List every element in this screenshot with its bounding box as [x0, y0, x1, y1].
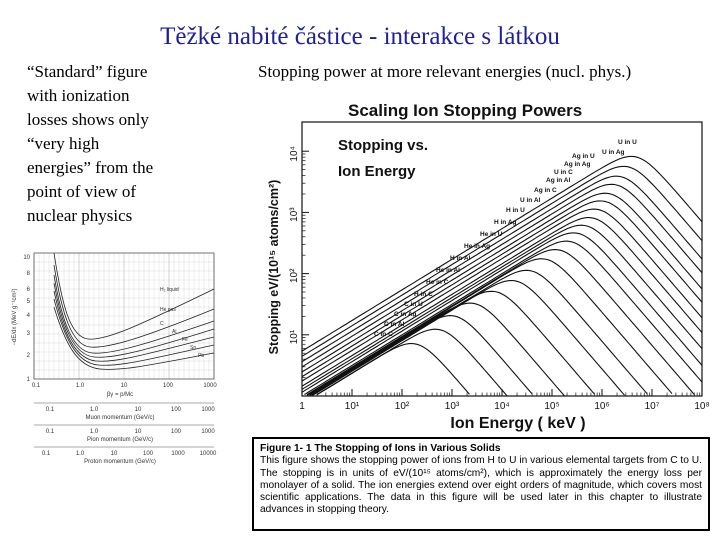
- small-x-tick: 1.0: [75, 383, 85, 389]
- stopping-curve: [302, 201, 702, 377]
- proton-tick: 1000: [171, 451, 185, 457]
- curve-label: Sn: [190, 345, 197, 351]
- stopping-curve: [310, 303, 565, 396]
- series-label: Ag in U: [572, 153, 595, 160]
- muon-tick: 100: [170, 407, 182, 413]
- series-label: U in U: [618, 139, 637, 146]
- small-y-tick: 1: [26, 377, 30, 383]
- chart-xlabel: Ion Energy ( keV ): [450, 415, 586, 432]
- chart-ticks: [289, 146, 710, 412]
- curve-label: Al: [172, 329, 177, 335]
- left-text-line: point of view of: [27, 182, 137, 201]
- proton-tick: 100: [142, 451, 154, 457]
- x-tick-label: 10⁵: [544, 401, 560, 412]
- stopping-power-chart: [258, 92, 710, 437]
- series-label: C in U: [404, 301, 423, 308]
- left-description: [27, 60, 187, 228]
- pion-tick: 1000: [201, 429, 215, 435]
- series-label: U in Ag: [602, 149, 625, 156]
- chart-subtitle-line: Ion Energy: [338, 163, 416, 180]
- curve-label: H₂ liquid: [160, 287, 179, 293]
- series-label: He in U: [480, 231, 503, 238]
- small-x-tick: 0.1: [31, 383, 41, 389]
- muon-tick: 10: [134, 407, 142, 413]
- right-caption: Stopping power at more relevant energies (nucl. phys.): [258, 62, 632, 81]
- x-tick-label: 10⁶: [594, 401, 610, 412]
- small-y-tick: 2: [26, 353, 30, 359]
- series-label: U in Al: [520, 197, 541, 204]
- series-label: C in C: [374, 331, 393, 338]
- x-tick-label: 10³: [444, 401, 460, 412]
- ionization-loss-figure: [10, 245, 225, 475]
- small-plot-ylabel: −dE/dx (MeV g⁻¹cm²): [12, 288, 18, 346]
- pion-momentum-axis: [34, 425, 215, 443]
- small-bg-label: βγ = p/Mc: [106, 392, 134, 398]
- x-tick-label: 10¹: [344, 401, 360, 412]
- muon-momentum-axis: [34, 403, 215, 421]
- pion-tick: 100: [170, 429, 182, 435]
- pion-axis-label: Pion momentum (GeV/c): [86, 437, 154, 443]
- small-x-tick: 100: [162, 383, 174, 389]
- small-y-tick: 10: [23, 255, 30, 261]
- x-tick-label: 10⁸: [694, 401, 710, 412]
- series-label: U in C: [554, 169, 573, 176]
- proton-axis-label: Proton momentum (GeV/c): [84, 459, 156, 465]
- series-label: Ag in C: [534, 187, 557, 194]
- series-label: H in Al: [450, 255, 471, 262]
- left-text-line: energies” from the: [27, 158, 154, 177]
- left-text-line: losses shows only: [27, 110, 149, 129]
- proton-tick: 10000: [199, 451, 217, 457]
- chart-subtitle-line: Stopping vs.: [338, 137, 428, 154]
- slide-title: Těžké nabité částice - interakce s látkou: [160, 23, 560, 50]
- small-y-tick: 4: [26, 313, 30, 319]
- curve-label: Fe: [182, 337, 188, 343]
- curve-label: He gas: [160, 307, 176, 313]
- stopping-curve: [312, 281, 625, 396]
- small-plot-grid: [34, 253, 214, 379]
- y-tick-label: 10⁴: [289, 146, 300, 162]
- small-y-tick: 6: [26, 287, 30, 293]
- chart-curves: [302, 156, 702, 396]
- figure-caption-heading: Figure 1- 1 The Stopping of Ions in Various Solids: [260, 443, 501, 454]
- y-tick-label: 10²: [289, 268, 300, 284]
- left-text-line: “very high: [27, 134, 100, 153]
- x-tick-label: 10²: [394, 401, 410, 412]
- series-label: He in Ag: [464, 243, 491, 250]
- curve-label: Pb: [198, 353, 205, 359]
- small-x-tick: 1000: [203, 383, 217, 389]
- figure-caption-box: [252, 437, 710, 531]
- pion-tick: 10: [134, 429, 142, 435]
- series-label: H in C: [414, 291, 433, 298]
- small-y-tick: 5: [26, 299, 30, 305]
- proton-tick: 0.1: [41, 451, 51, 457]
- series-label: He in Al: [436, 267, 460, 274]
- stopping-curve: [310, 316, 533, 395]
- small-y-tick: 8: [26, 271, 30, 277]
- curve-label: C: [160, 321, 164, 327]
- series-label: H in Ag: [494, 219, 517, 226]
- muon-tick: 1000: [201, 407, 215, 413]
- small-y-tick: 3: [26, 331, 30, 337]
- series-label: Ag in Ag: [564, 161, 591, 168]
- pion-tick: 0.1: [45, 429, 55, 435]
- x-tick-label: 1: [299, 401, 305, 412]
- proton-tick: 1.0: [75, 451, 85, 457]
- series-label: C in Al: [384, 321, 405, 328]
- figure-caption-body: This figure shows the stopping power of ions from H to U in various elemental targets from C to U. The stopping is in units of eV/(10¹⁵ atoms/cm²), which is approximately the energy loss per monolayer of a solid. The ion energies extend over eight orders of magnitude, which covers most scientific applications. The data in this figure will be used later in this chapter to illustrate advances in stopping theory.: [260, 455, 702, 516]
- pion-tick: 1.0: [89, 429, 99, 435]
- chart-ylabel: Stopping eV/(10¹⁵ atoms/cm²): [267, 179, 281, 355]
- muon-axis-label: Muon momentum (GeV/c): [85, 415, 155, 421]
- series-label: C in Ag: [394, 311, 417, 318]
- muon-tick: 0.1: [45, 407, 55, 413]
- small-x-tick: 10: [120, 383, 128, 389]
- series-label: H in U: [506, 207, 525, 214]
- y-tick-label: 10¹: [289, 329, 300, 345]
- left-text-line: nuclear physics: [27, 206, 133, 225]
- y-tick-label: 10³: [289, 207, 300, 222]
- series-label: He in C: [426, 279, 449, 286]
- muon-tick: 1.0: [89, 407, 99, 413]
- x-tick-label: 10⁴: [494, 401, 510, 412]
- left-text-line: “Standard” figure: [27, 62, 148, 81]
- stopping-curve: [302, 166, 702, 356]
- chart-title: Scaling Ion Stopping Powers: [348, 101, 583, 120]
- left-text-line: with ionization: [27, 86, 130, 105]
- proton-momentum-axis: [34, 447, 217, 465]
- proton-tick: 10: [110, 451, 118, 457]
- x-tick-label: 10⁷: [644, 401, 660, 412]
- series-label: Ag in Al: [546, 177, 571, 184]
